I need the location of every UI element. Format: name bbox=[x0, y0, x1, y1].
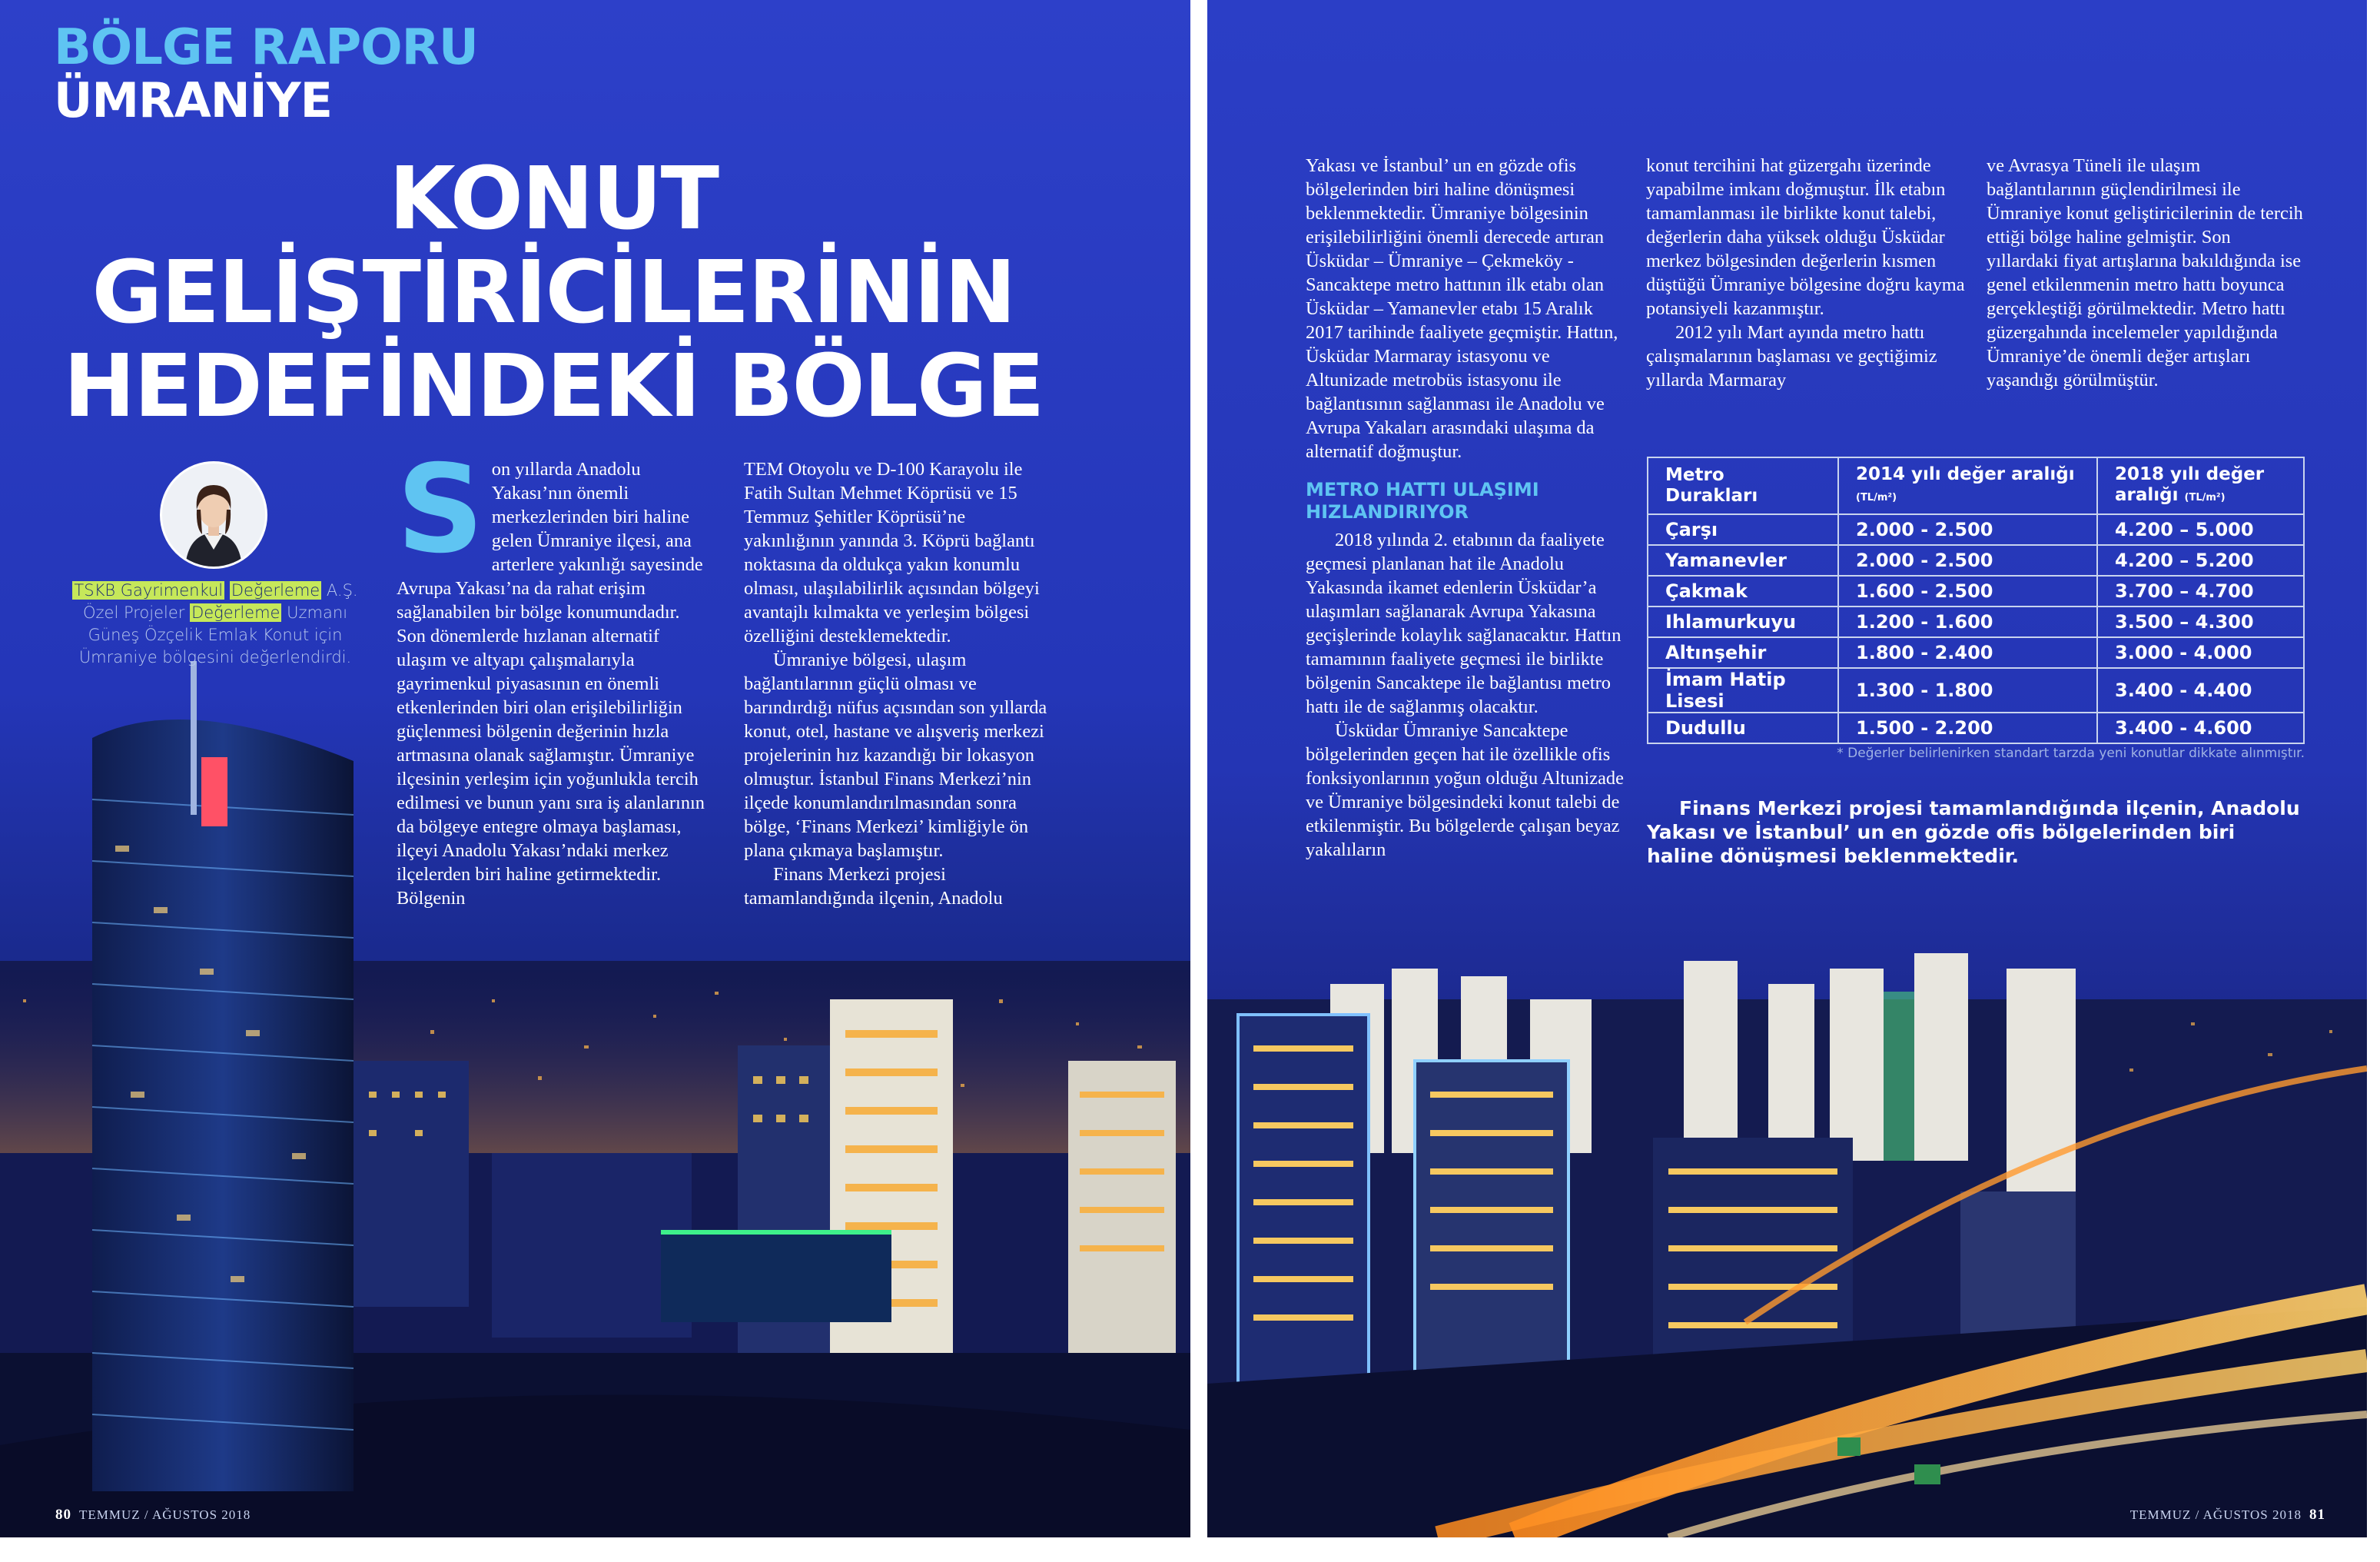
pull-quote: Finans Merkezi projesi tamamlandığında ilçenin, Anadolu Yakası ve İstanbul’ un en gözde ofis bölgelerinden biri haline dönüşmesi beklenmektedir. bbox=[1647, 797, 2300, 867]
page-folio-left bbox=[48, 1507, 251, 1524]
article-paragraph: Üsküdar Ümraniye Sancaktepe bölgelerinden geçen hat ile özellikle ofis fonksiyonlarının yoğun olduğu Altunizade ve Ümraniye bölgesindeki konut talebi de etkilenmiştir. Bu bölgelerde çalışan beyaz yakalıların bbox=[1306, 720, 1624, 860]
article-paragraph: Finans Merkezi projesi tamamlandığında ilçenin, Anadolu bbox=[744, 864, 1003, 909]
article-paragraph: on yıllarda Anadolu Yakası’nın önemli merkezlerinden biri haline gelen Ümraniye ilçesi, ana arterlere yakınlığı sayesinde Avrupa Yakası’na da rahat erişim sağlanabilen bir bölge konumundadır. Son dönemlerde hızlanan alternatif ulaşım ve altyapı çalışmalarıyla gayrimenkul piyasasının en önemli etkenlerinden biri olan erişilebilirliğin güçlenmesi bölgenin değerinin hızla artmasına olanak sağlamıştır. Ümraniye ilçesinin yerleşim için yoğunlukla tercih edilmesi ve bunun yanı sıra iş alanlarının da bölgeye entegre olmaya başlaması, ilçeyi Anadolu Yakası’ndaki merkez ilçelerden biri haline getirmektedir. Bölgenin bbox=[397, 459, 705, 909]
table-cell: 4.200 – 5.200 bbox=[2097, 545, 2304, 576]
article-paragraph: Yakası ve İstanbul’ un en gözde ofis bölgelerinden biri haline dönüşmesi beklenmektedir. Ümraniye bölgesinin erişilebilirliğini önemli derecede artıran Üsküdar – Ümraniye – Çekmeköy - Sancaktepe metro hattının ilk etabı olan Üsküdar – Yamanevler etabı 15 Aralık 2017 tarihinde faaliyete geçmiştir. Hattın, Üsküdar Marmaray istasyonu ve Altunizade metrobüs istasyonu ile bağlantısının sağlanması ile Anadolu ve Avrupa Yakaları arasındaki ulaşıma da alternatif doğmuştur. bbox=[1306, 155, 1618, 462]
right-page bbox=[1207, 0, 2367, 1537]
table-cell: İmam Hatip Lisesi bbox=[1648, 668, 1838, 713]
table-unit: (TL/m²) bbox=[2184, 491, 2226, 503]
table-row bbox=[1648, 514, 2304, 545]
article-column-1 bbox=[397, 439, 713, 910]
table-unit: (TL/m²) bbox=[1856, 491, 1897, 503]
left-page bbox=[0, 0, 1190, 1537]
article-column-4 bbox=[1646, 154, 1965, 392]
table-row bbox=[1648, 637, 2304, 668]
table-cell: 3.500 – 4.300 bbox=[2097, 607, 2304, 637]
article-paragraph: 2012 yılı Mart ayında metro hattı çalışmalarının başlaması ve geçtiğimiz yıllarda Marmaray bbox=[1646, 322, 1937, 390]
table-row bbox=[1648, 607, 2304, 637]
table-cell: 3.400 - 4.400 bbox=[2097, 668, 2304, 713]
table-cell: Yamanevler bbox=[1648, 545, 1838, 576]
table-footnote: * Değerler belirlenirken standart tarzda yeni konutlar dikkate alınmıştır. bbox=[1837, 746, 2305, 761]
table-cell: 2.000 - 2.500 bbox=[1838, 545, 2097, 576]
issue-date: TEMMUZ / AĞUSTOS 2018 bbox=[2129, 1507, 2302, 1522]
caption-text-1: A.Ş. Özel Projeler bbox=[82, 581, 358, 622]
headline-line-3: HEDEFİNDEKİ BÖLGE bbox=[63, 337, 1044, 437]
table-cell: 3.000 - 4.000 bbox=[2097, 637, 2304, 668]
section-label: BÖLGE RAPORU bbox=[54, 19, 478, 76]
table-cell: 1.600 - 2.500 bbox=[1838, 576, 2097, 607]
headline-line-1: KONUT bbox=[388, 149, 719, 249]
author-photo bbox=[160, 461, 267, 569]
caption-text-2: Uzmanı Güneş Özçelik Emlak Konut için Ümraniye bölgesini değerlendirdi. bbox=[78, 603, 352, 666]
table-cell: 1.500 - 2.200 bbox=[1838, 713, 2097, 743]
section-subtitle: ÜMRANİYE bbox=[54, 72, 332, 128]
table-cell: 3.700 – 4.700 bbox=[2097, 576, 2304, 607]
page-gutter bbox=[1190, 0, 1207, 1562]
article-column-5 bbox=[1987, 154, 2305, 392]
price-table bbox=[1647, 457, 2305, 744]
table-header-2018 bbox=[2097, 457, 2304, 514]
table-cell: 1.300 - 1.800 bbox=[1838, 668, 2097, 713]
table-row bbox=[1648, 668, 2304, 713]
table-cell: 3.400 - 4.600 bbox=[2097, 713, 2304, 743]
table-cell: 4.200 – 5.000 bbox=[2097, 514, 2304, 545]
article-paragraph: konut tercihini hat güzergahı üzerinde yapabilme imkanı doğmuştur. İlk etabın tamamlanması ile birlikte konut talebi, değerlerin daha yüksek olduğu Üsküdar merkez bölgesinden değerlerin kısmen düştüğü Ümraniye bölgesine doğru kayma potansiyeli kazanmıştır. bbox=[1646, 155, 1965, 319]
article-paragraph: Ümraniye bölgesi, ulaşım bağlantılarının güçlü olması ve barındırdığı nüfus açısından son yıllarda konut, otel, hastane ve alışveriş merkezi projelerinin hız kazandığı bir lokasyon olmuştur. İstanbul Finans Merkezi’nin ilçede konumlandırılmasından sonra bölge, ‘Finans Merkezi’ kimliğiyle ön plana çıkmaya başlamıştır. bbox=[744, 650, 1047, 861]
drop-cap: S bbox=[397, 439, 484, 580]
table-header-2014 bbox=[1838, 457, 2097, 514]
caption-highlight-1: TSKB Gayrimenkul bbox=[74, 581, 224, 600]
article-column-2 bbox=[744, 457, 1061, 910]
table-cell: Dudullu bbox=[1648, 713, 1838, 743]
table-cell: 1.800 - 2.400 bbox=[1838, 637, 2097, 668]
caption-highlight-3: Değerleme bbox=[191, 603, 280, 622]
table-header-2018-label: 2018 yılı değer aralığı bbox=[2115, 464, 2265, 505]
table-header-station: Metro Durakları bbox=[1648, 457, 1838, 514]
article-paragraph: TEM Otoyolu ve D-100 Karayolu ile Fatih Sultan Mehmet Köprüsü ve 15 Temmuz Şehitler Köprüsü’ne yakınlığının yanında 3. Köprü bağlantı noktasına da oldukça yakın konumlu olması, ulaşılabilirlik açısından bölgeyi avantajlı kılmakta ve yerleşim bölgesi özelliğini desteklemektedir. bbox=[744, 459, 1040, 646]
headline bbox=[61, 149, 1045, 437]
page-number: 80 bbox=[55, 1507, 71, 1523]
headline-line-2: GELİŞTİRİCİLERİNİN bbox=[91, 243, 1015, 343]
issue-date: TEMMUZ / AĞUSTOS 2018 bbox=[79, 1507, 251, 1522]
article-paragraph: 2018 yılında 2. etabının da faaliyete geçmesi planlanan hat ile Anadolu Yakasında ikamet edenlerin Üsküdar’a ulaşımları sağlanarak Avrupa Yakasına geçişlerinde kolaylık sağlanacaktır. Hattın tamamının faaliyete geçmesi ile birlikte bölgenin Sancaktepe ile bağlantısı metro hattı ile de sağlanmış olacaktır. bbox=[1306, 530, 1622, 717]
table-cell: Çakmak bbox=[1648, 576, 1838, 607]
author-caption bbox=[69, 580, 361, 669]
table-cell: 2.000 - 2.500 bbox=[1838, 514, 2097, 545]
section-subhead: METRO HATTI ULAŞIMI HIZLANDIRIYOR bbox=[1306, 479, 1539, 523]
table-row bbox=[1648, 545, 2304, 576]
page-folio-right bbox=[2130, 1507, 2333, 1524]
article-paragraph: ve Avrasya Tüneli ile ulaşım bağlantılarının güçlendirilmesi ile Ümraniye konut geliştiricilerinin de tercih ettiği bölge haline gelmiştir. Son yıllardaki fiyat artışlarına bakıldığında ise genel etkilenmenin metro hattı boyunca gerçekleştiği görülmektedir. Metro hattı güzergahında incelemeler yapıldığında Ümraniye’de önemli değer artışları yaşandığı görülmüştür. bbox=[1987, 155, 2303, 390]
table-cell: Ihlamurkuyu bbox=[1648, 607, 1838, 637]
caption-highlight-2: Değerleme bbox=[231, 581, 320, 600]
bottom-margin bbox=[0, 1537, 2380, 1562]
table-row bbox=[1648, 576, 2304, 607]
table-cell: 1.200 - 1.600 bbox=[1838, 607, 2097, 637]
table-header-2014-label: 2014 yılı değer aralığı bbox=[1856, 464, 2075, 484]
table-cell: Çarşı bbox=[1648, 514, 1838, 545]
table-header-row bbox=[1648, 457, 2304, 514]
table-row bbox=[1648, 713, 2304, 743]
article-column-3 bbox=[1306, 154, 1625, 862]
table-cell: Altınşehir bbox=[1648, 637, 1838, 668]
page-number: 81 bbox=[2309, 1507, 2325, 1523]
